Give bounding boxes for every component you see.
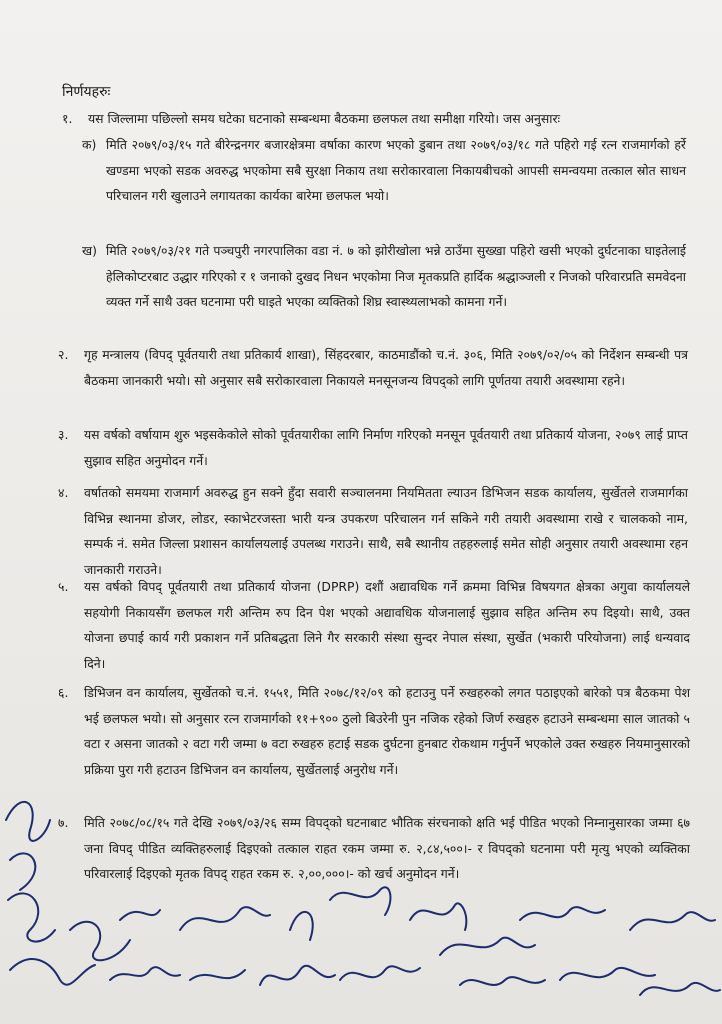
signature-mark [290,887,390,940]
decision-item-3 [58,422,688,473]
signature-mark [70,910,160,960]
item-number: ७. [58,815,69,830]
item-text: गृह मन्त्रालय (विपद् पूर्वतयारी तथा प्रतिकार्य शाखा), सिंहदरबार, काठमाडौंको च.नं. ३०६, मिति २०७९/०२/०५ को निर्देशन सम्बन्धी पत्र बैठकमा जानकारी भयो। सो अनुसार सबै सरोकारवाला निकायले मनसूनजन्य विपद्को लागि पूर्णतया तयारी अवस्थामा रहने। [84,347,688,388]
signature-mark [520,907,605,920]
signature-mark [440,938,535,955]
signature-mark [260,966,335,985]
signature-mark [180,907,270,980]
decision-item-6 [58,680,690,782]
signature-mark [640,983,720,995]
signature-mark [630,912,715,930]
item-text: मिति २०७९/०३/२१ गते पञ्चपुरी नगरपालिका वडा नं. ७ को झोरीखोला भन्ने ठाउँमा सुख्खा पहिरो खसी भएको दुर्घटनाका घाइतेलाई हेलिकोप्टरबाट उद्धार गरिएको र १ जनाको दुखद निधन भएकोमा निज मृतकप्रति हार्दिक श्रद्धाञ्जली र निजको परिवारप्रति समवेदना व्यक्त गर्ने साथै उक्त घटनामा परी घाइते भएका व्यक्तिको शिघ्र स्वास्थ्यलाभको कामना गर्ने। [106,243,686,309]
item-number: ३. [58,427,69,442]
item-number: ख) [82,243,97,258]
item-text: यस वर्षको वर्षायाम शुरु भइसकेकोले सोको पूर्वतयारीका लागि निर्माण गरिएको मनसून पूर्वतयारी तथा प्रतिकार्य योजना, २०७९ लाई प्राप्त सुझाव सहित अनुमोदन गर्ने। [84,427,688,468]
item-number: ६. [58,685,69,700]
decision-item-1a [82,132,686,209]
decision-item-4 [58,480,688,582]
decision-item-1b [82,238,686,315]
item-text: मिति २०७९/०३/१५ गते बीरेन्द्रनगर बजारक्षेत्रमा वर्षाका कारण भएको डुबान तथा २०७९/०३/१८ गते पहिरो गई रत्न राजमार्गको हर्रे खण्डमा भएको सडक अवरुद्ध भएकोमा सबै सुरक्षा निकाय तथा सरोकारवाला निकायबीचको आपसी समन्वयमा तत्काल स्रोत साधन परिचालन गरी खुलाउने लगायतका कार्यका बारेमा छलफल भयो। [106,137,686,203]
signature-mark [410,903,466,930]
signature-mark [460,977,545,985]
decision-item-7 [58,810,690,887]
item-number: क) [82,137,97,152]
item-number: ५. [58,579,69,594]
signature-mark [10,959,95,985]
signature-mark [560,968,655,980]
item-text: यस जिल्लामा पछिल्लो समय घटेका घटनाको सम्बन्धमा बैठकमा छलफल तथा समीक्षा गरियो। जस अनुसारः [88,111,561,126]
item-text: वर्षातको समयमा राजमार्ग अवरुद्ध हुन सक्ने हुँदा सवारी सञ्चालनमा नियमितता ल्याउन डिभिजन सडक कार्यालय, सुर्खेतले राजमार्गका विभिन्न स्थानमा डोजर, लोडर, स्काभेटरजस्ता भारी यन्त्र उपकरण परिचालन गर्न सकिने गरी तयारी अवस्थामा राखे र चालकको नाम, सम्पर्क नं. समेत जिल्ला प्रशासन कार्यालयलाई उपलब्ध गराउने। साथै, सबै स्थानीय तहहरुलाई समेत सोही अनुसार तयारी अवस्थामा रहन जानकारी गराउने। [84,485,688,577]
decision-item-1 [62,106,690,132]
item-number: ४. [58,485,69,500]
item-text: डिभिजन वन कार्यालय, सुर्खेतको च.नं. १५५१, मिति २०७८/१२/०९ को हटाउनु पर्ने रुखहरुको लगत पठाइएको बारेको पत्र बैठकमा पेश भई छलफल भयो। सो अनुसार रत्न राजमार्गको ११+९०० ठुलो बिउरेनी पुन नजिक रहेको जिर्ण रुखहरु हटाउने सम्बन्धमा साल जातको ५ वटा र असना जातको २ वटा गरी जम्मा ७ वटा रुखहरु हटाई सडक दुर्घटना हुनबाट रोकथाम गर्नुपर्ने भएकोले उक्त रुखहरु नियमानुसारको प्रक्रिया पुरा गरी हटाउन डिभिजन वन कार्यालय, सुर्खेतलाई अनुरोध गर्ने। [84,685,690,777]
signature-mark [110,967,180,980]
signature-mark [340,966,420,980]
decision-item-2 [58,342,688,393]
item-number: १. [62,111,73,126]
item-text: मिति २०७८/०८/१५ गते देखि २०७९/०३/२६ सम्म विपद्को घटनाबाट भौतिक संरचनाको क्षति भई पीडित भएको निम्नानुसारका जम्मा ६७ जना विपद् पीडित व्यक्तिहरुलाई दिइएको तत्काल राहत रकम जम्मा रु. २,८४,५००।- र विपद्को घटनामा परी मृत्यु भएको व्यक्तिका परिवारलाई दिइएको मृतक विपद् राहत रकम रु. २,००,०००।- को खर्च अनुमोदन गर्ने। [84,815,690,881]
item-text: यस वर्षको विपद् पूर्वतयारी तथा प्रतिकार्य योजना (DPRP) दशौं अद्यावधिक गर्ने क्रममा विभिन्न विषयगत क्षेत्रका अगुवा कार्यालयले सहयोगी निकायसँग छलफल गरी अन्तिम रुप दिन पेश भएको अद्यावधिक योजनालाई सुझाव सहित अन्तिम रुप दिइयो। साथै, उक्त योजना छपाई कार्य गरी प्रकाशन गर्ने प्रतिबद्धता लिने गैर सरकारी संस्था सुन्दर नेपाल संस्था, सुर्खेत (भकारी परियोजना) लाई धन्यवाद दिने। [84,579,690,671]
decisions-heading: निर्णयहरुः [62,84,111,100]
item-number: २. [58,347,69,362]
signature-mark [6,802,55,942]
decision-item-5 [58,574,690,676]
